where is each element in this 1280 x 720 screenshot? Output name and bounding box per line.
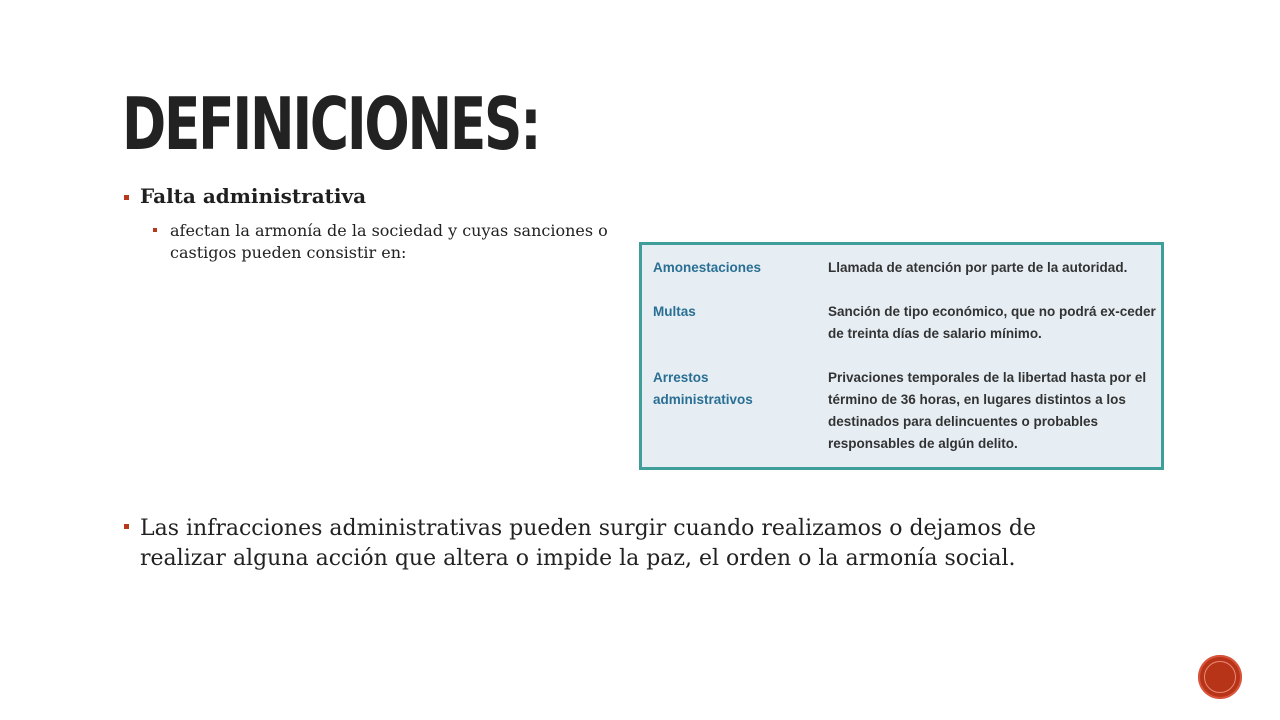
bullet-marker-icon xyxy=(124,524,129,529)
sub-bullet-marker-icon xyxy=(153,228,157,232)
table-definition: Llamada de atención por parte de la autoridad. xyxy=(828,260,1128,275)
slide-title: DEFINICIONES: xyxy=(122,82,540,166)
table-term: Arrestos administrativos xyxy=(653,370,753,407)
bullet-infracciones: Las infracciones administrativas pueden surgir cuando realizamos o dejamos de realizar alguna acción que altera o impide la paz, el orden o la armonía social. xyxy=(140,516,1036,571)
table-term: Amonestaciones xyxy=(653,260,762,275)
logo-ring xyxy=(1204,661,1236,693)
table-term: Multas xyxy=(653,304,696,319)
sub-bullet-sanciones: afectan la armonía de la sociedad y cuyas sanciones o castigos pueden consistir en: xyxy=(170,221,608,262)
table-definition: Privaciones temporales de la libertad hasta por el término de 36 horas, en lugares distintos a los destinados para delincuentes o probables responsables de algún delito. xyxy=(828,370,1147,451)
bullet-falta-administrativa: Falta administrativa xyxy=(140,184,367,208)
sanciones-table xyxy=(639,242,1164,470)
bullet-marker-icon xyxy=(124,195,129,200)
table-definition: Sanción de tipo económico, que no podrá ex-ceder de treinta días de salario mínimo. xyxy=(828,304,1156,341)
logo-icon xyxy=(1198,655,1242,699)
